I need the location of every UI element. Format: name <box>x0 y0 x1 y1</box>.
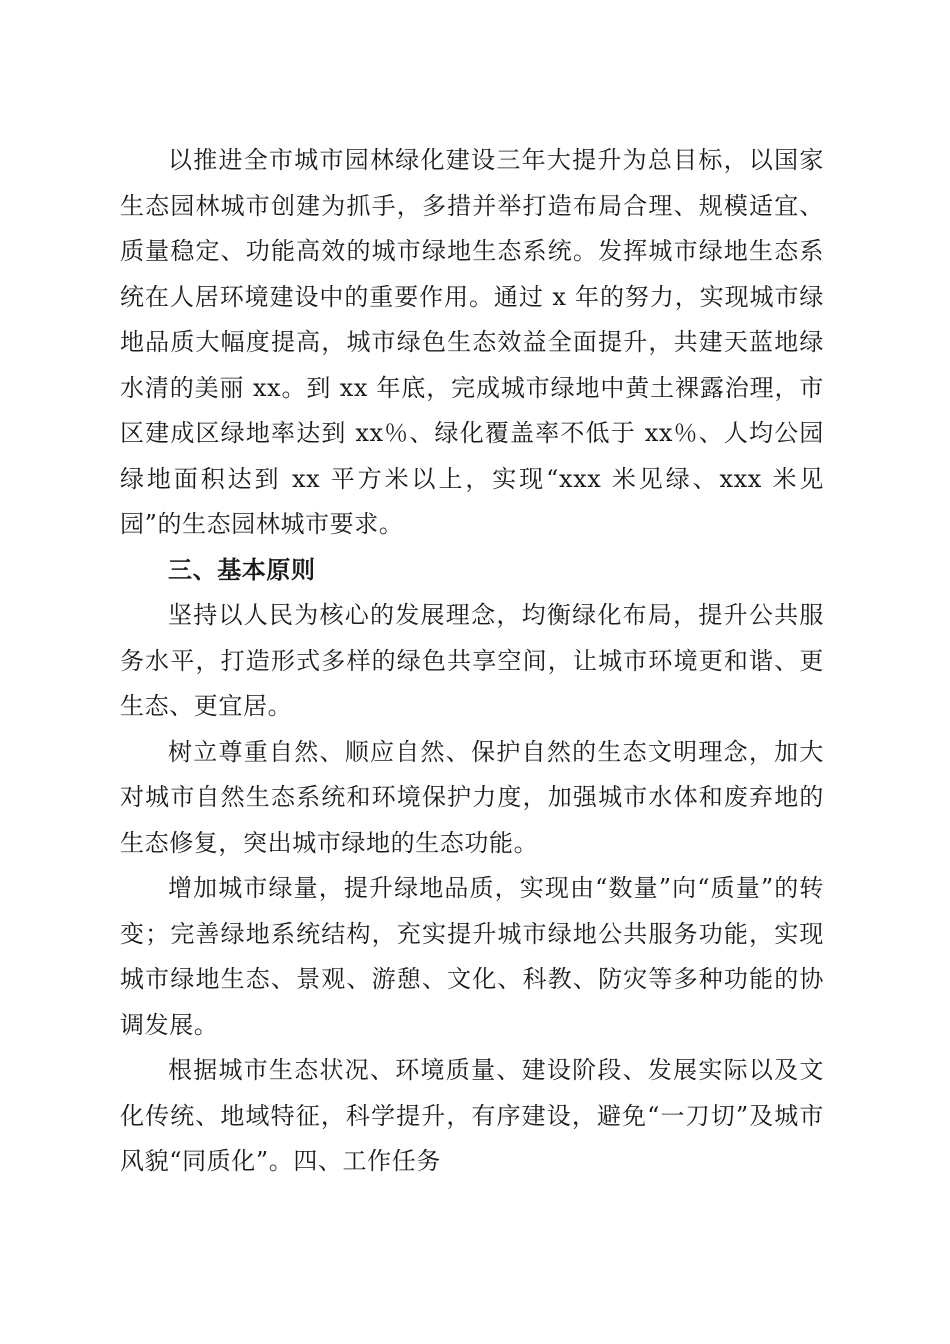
section-heading-basic-principles: 三、基本原则 <box>168 555 316 584</box>
principle-quality-paragraph: 增加城市绿量，提升绿地品质，实现由“数量”向“质量”的转变；完善绿地系统结构，充实提升城市绿地公共服务功能，实现城市绿地生态、景观、游憩、文化、科教、防灾等多种功能的协调发展。 <box>120 874 824 1039</box>
document-page <box>120 138 824 1185</box>
principle-local-paragraph: 根据城市生态状况、环境质量、建设阶段、发展实际以及文化传统、地域特征，科学提升，有序建设，避免“一刀切”及城市风貌“同质化”。四、工作任务 <box>120 1056 824 1175</box>
principle-nature-paragraph: 树立尊重自然、顺应自然、保护自然的生态文明理念，加大对城市自然生态系统和环境保护力度，加强城市水体和废弃地的生态修复，突出城市绿地的生态功能。 <box>120 737 824 857</box>
principle-people-paragraph: 坚持以人民为核心的发展理念，均衡绿化布局，提升公共服务水平，打造形式多样的绿色共享空间，让城市环境更和谐、更生态、更宜居。 <box>120 601 824 720</box>
goal-paragraph: 以推进全市城市园林绿化建设三年大提升为总目标，以国家生态园林城市创建为抓手，多措并举打造布局合理、规模适宜、质量稳定、功能高效的城市绿地生态系统。发挥城市绿地生态系统在人居环境建设中的重要作用。通过 x 年的努力，实现城市绿地品质大幅度提高，城市绿色生态效益全面提升，共建天蓝地绿水清的美丽 xx。到 xx 年底，完成城市绿地中黄土裸露治理，市区建成区绿地率达到 xx％、绿化覆盖率不低于 xx％、人均公园绿地面积达到 xx 平方米以上，实现“xxx 米见绿、xxx 米见园”的生态园林城市要求。 <box>120 146 824 538</box>
